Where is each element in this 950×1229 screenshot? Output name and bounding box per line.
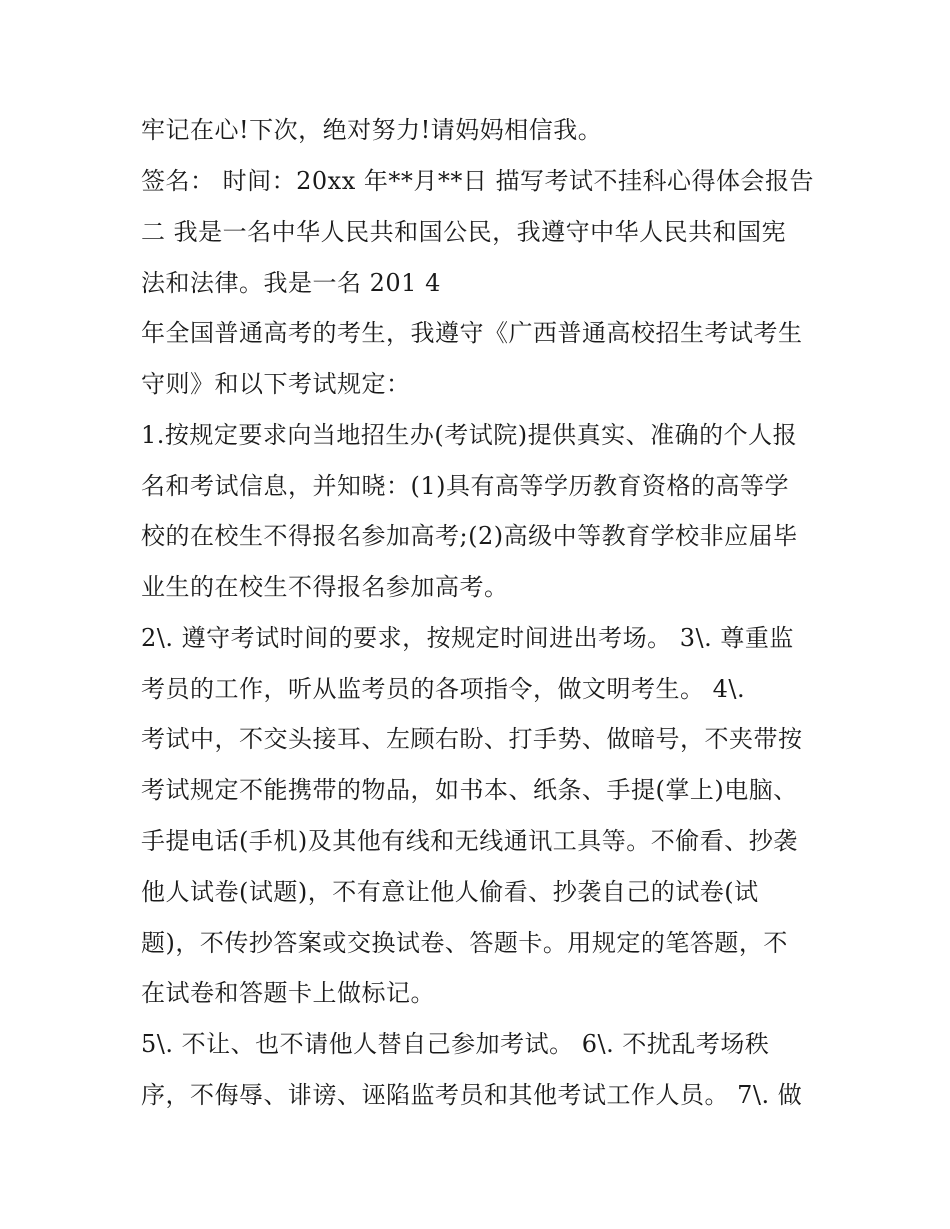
text-line: 5\. 不让、也不请他人替自己参加考试。 6\. 不扰乱考场秩 (141, 1030, 770, 1058)
text-line: 法和法律。我是一名 201 4 (141, 269, 441, 297)
text-line: 签名： 时间：20xx 年**月**日 描写考试不挂科心得体会报告 (141, 167, 814, 195)
text-line: 他人试卷(试题)，不有意让他人偷看、抄袭自己的试卷(试 (141, 878, 759, 906)
text-line: 守则》和以下考试规定： (141, 370, 411, 398)
text-line: 序，不侮辱、诽谤、诬陷监考员和其他考试工作人员。 7\. 做 (141, 1081, 803, 1109)
text-line: 业生的在校生不得报名参加高考。 (141, 573, 509, 601)
text-line: 牢记在心!下次，绝对努力!请妈妈相信我。 (141, 116, 603, 144)
text-line: 在试卷和答题卡上做标记。 (141, 979, 435, 1007)
text-line: 考试中，不交头接耳、左顾右盼、打手势、做暗号，不夹带按 (141, 725, 803, 753)
text-line: 考试规定不能携带的物品，如书本、纸条、手提(掌上)电脑、 (141, 776, 798, 804)
text-line: 手提电话(手机)及其他有线和无线通讯工具等。不偷看、抄袭 (141, 827, 798, 855)
text-line: 校的在校生不得报名参加高考;(2)高级中等教育学校非应届毕 (141, 522, 798, 550)
text-line: 考员的工作，听从监考员的各项指令，做文明考生。 4\. (141, 675, 746, 703)
text-line: 1.按规定要求向当地招生办(考试院)提供真实、准确的个人报 (141, 421, 798, 449)
text-line: 年全国普通高考的考生，我遵守《广西普通高校招生考试考生 (141, 319, 803, 347)
text-line: 二 我是一名中华人民共和国公民，我遵守中华人民共和国宪 (141, 218, 787, 246)
text-line: 名和考试信息，并知晓：(1)具有高等学历教育资格的高等学 (141, 472, 789, 500)
text-line: 题)，不传抄答案或交换试卷、答题卡。用规定的笔答题，不 (141, 929, 788, 957)
text-line: 2\. 遵守考试时间的要求，按规定时间进出考场。 3\. 尊重监 (141, 624, 794, 652)
